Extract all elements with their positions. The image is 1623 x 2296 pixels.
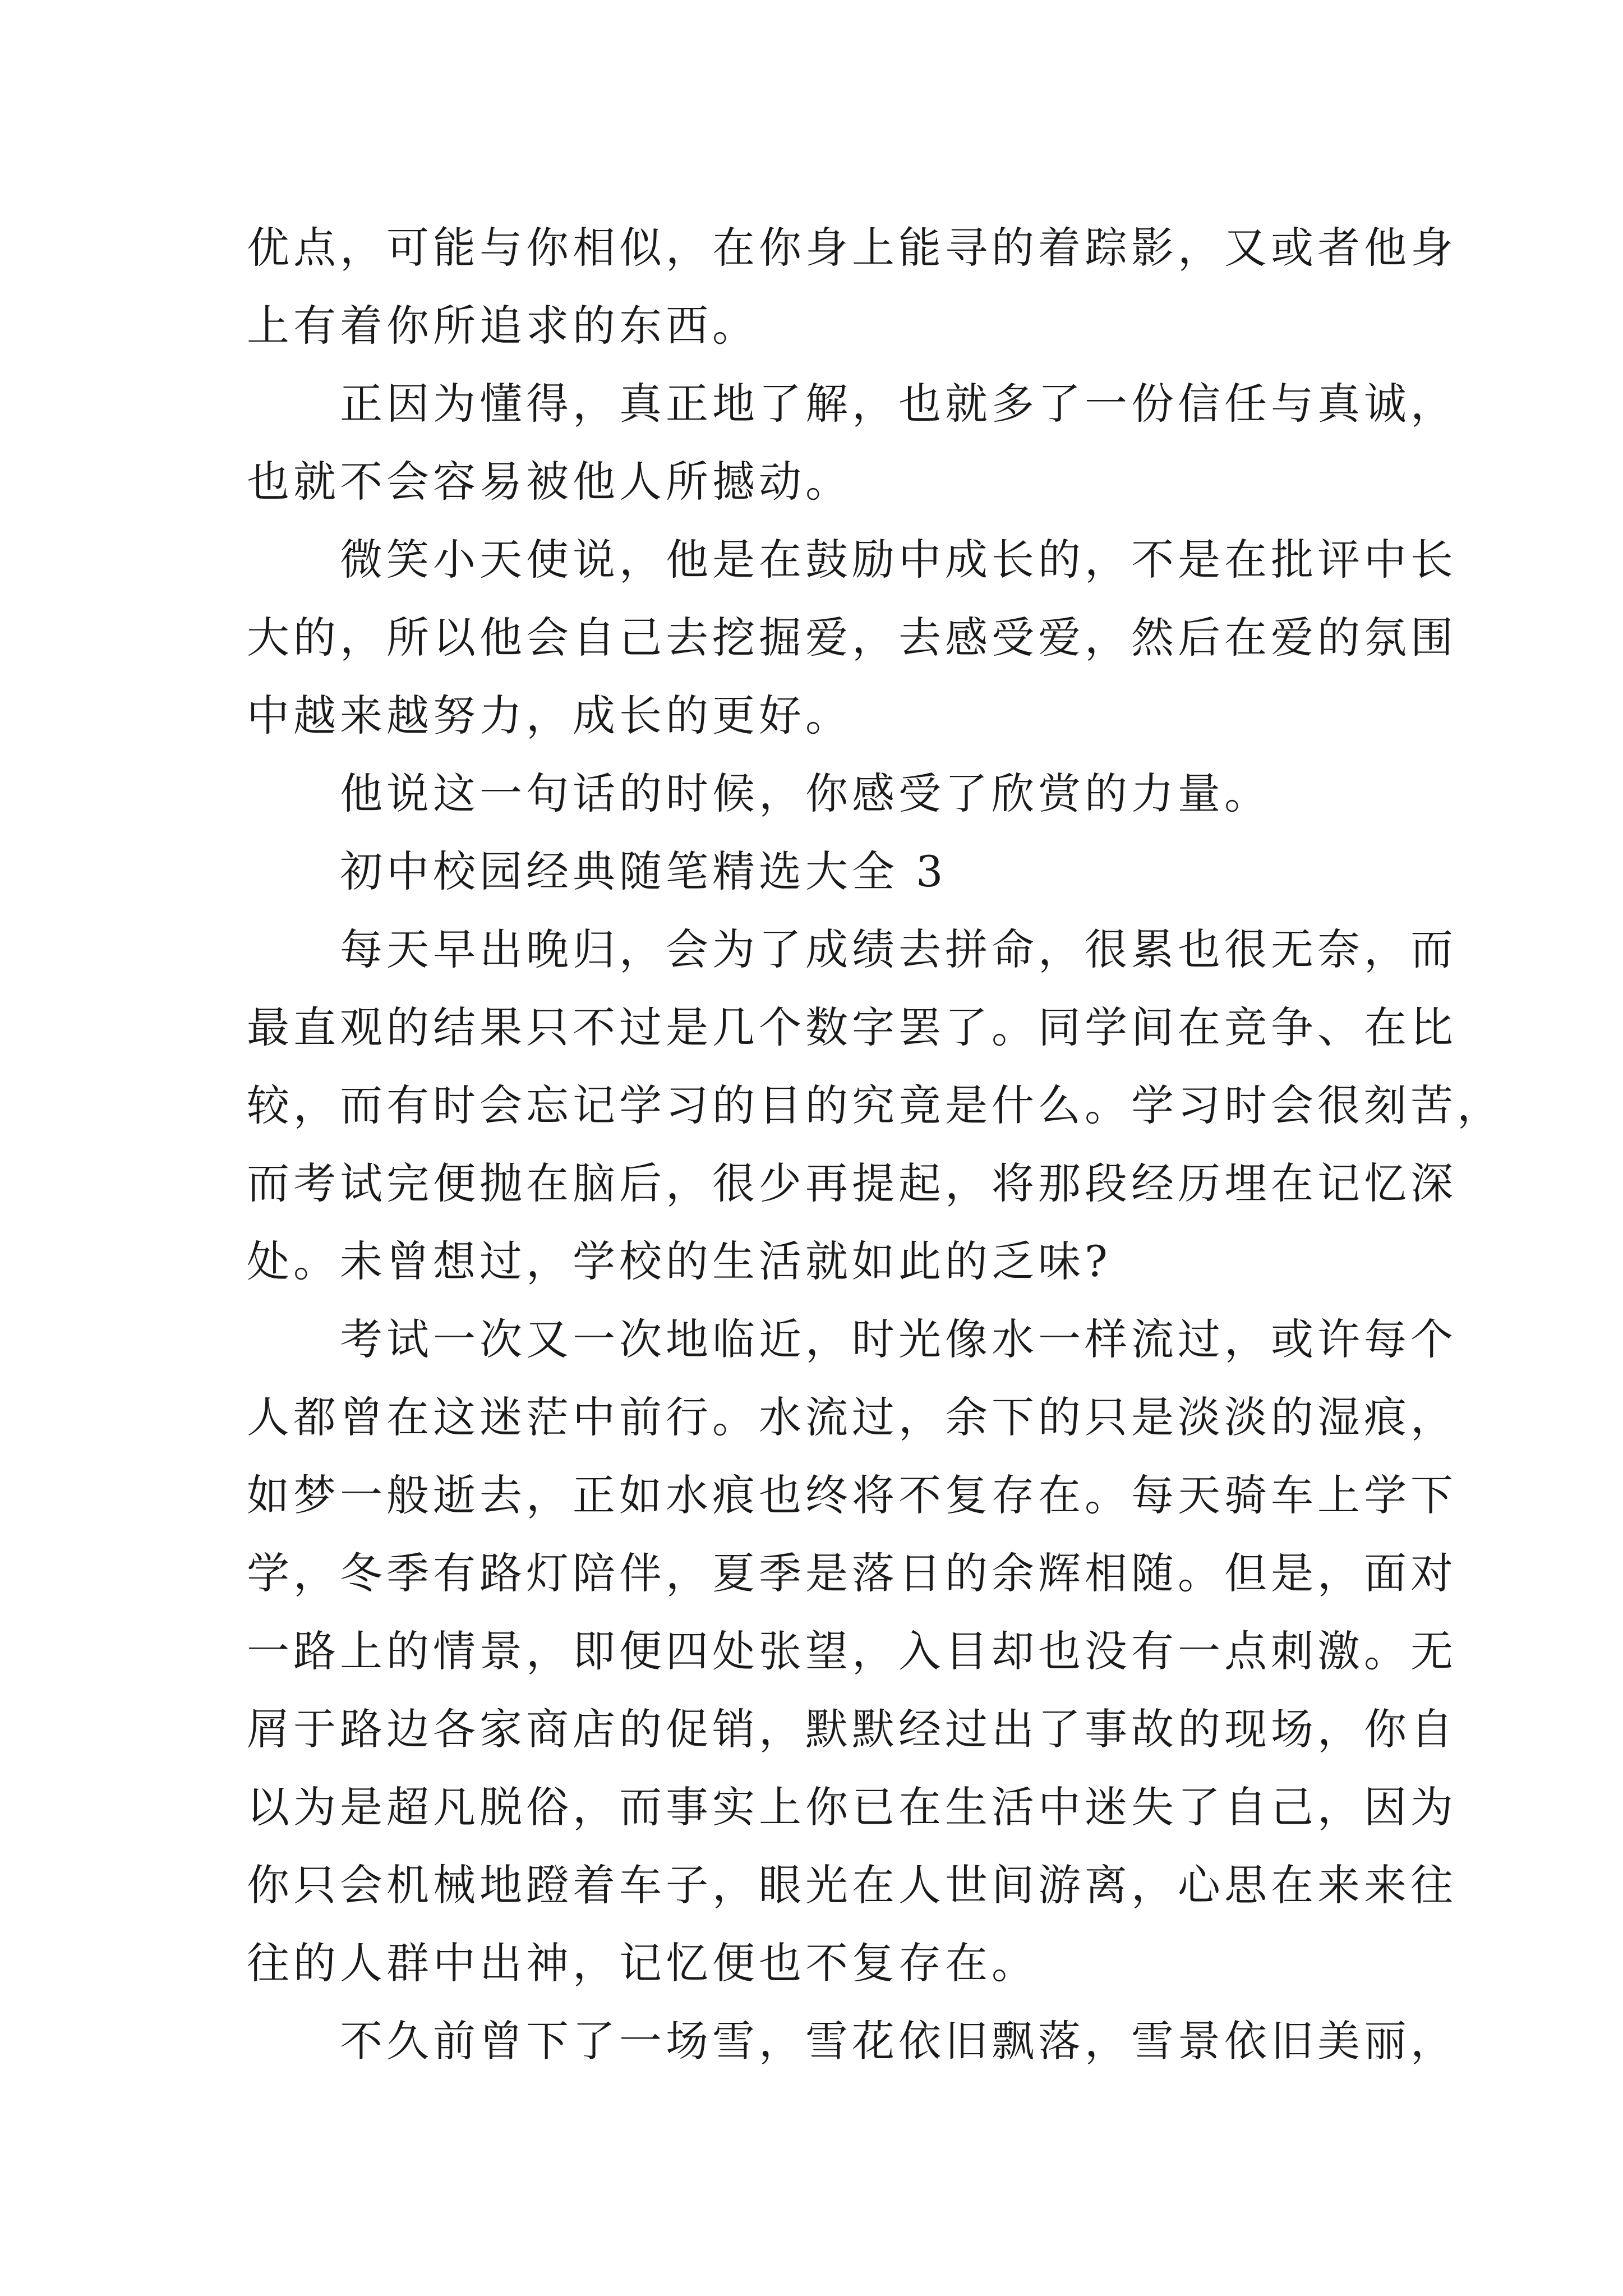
text-line: 考试一次又一次地临近，时光像水一样流过，或许每个 xyxy=(340,1314,1457,1364)
text-line: 最直观的结果只不过是几个数字罢了。同学间在竞争、在比 xyxy=(247,1002,1457,1052)
text-line: 优点，可能与你相似，在你身上能寻的着踪影，又或者他身 xyxy=(247,223,1457,273)
text-line: 屑于路边各家商店的促销，默默经过出了事故的现场，你自 xyxy=(247,1704,1457,1754)
text-line: 处。未曾想过，学校的生活就如此的乏味? xyxy=(247,1236,1112,1286)
text-line: 中越来越努力，成长的更好。 xyxy=(247,691,852,740)
text-line: 而考试完便抛在脑后，很少再提起，将那段经历埋在记忆深 xyxy=(247,1158,1457,1208)
text-line: 每天早出晚归，会为了成绩去拼命，很累也很无奈，而 xyxy=(340,924,1457,974)
text-line: 不久前曾下了一场雪，雪花依旧飘落，雪景依旧美丽， xyxy=(340,2016,1457,2066)
text-line: 微笑小天使说，他是在鼓励中成长的，不是在批评中长 xyxy=(340,535,1457,585)
text-line: 你只会机械地蹬着车子，眼光在人世间游离，心思在来来往 xyxy=(247,1860,1457,1910)
section-heading: 初中校园经典随笔精选大全 3 xyxy=(340,846,947,896)
text-line: 他说这一句话的时候，你感受了欣赏的力量。 xyxy=(340,769,1271,818)
text-line: 往的人群中出神，记忆便也不复存在。 xyxy=(247,1938,1038,1988)
text-line: 如梦一般逝去，正如水痕也终将不复存在。每天骑车上学下 xyxy=(247,1470,1457,1520)
text-line: 较，而有时会忘记学习的目的究竟是什么。学习时会很刻苦， xyxy=(247,1080,1504,1130)
text-line: 也就不会容易被他人所撼动。 xyxy=(247,457,852,507)
text-line: 正因为懂得，真正地了解，也就多了一份信任与真诚， xyxy=(340,379,1457,429)
text-line: 大的，所以他会自己去挖掘爱，去感受爱，然后在爱的氛围 xyxy=(247,613,1457,662)
text-line: 一路上的情景，即便四处张望，入目却也没有一点刺激。无 xyxy=(247,1626,1457,1676)
text-line: 人都曾在这迷茫中前行。水流过，余下的只是淡淡的湿痕， xyxy=(247,1392,1457,1442)
body-text xyxy=(247,209,1504,2080)
text-line: 上有着你所追求的东西。 xyxy=(247,301,759,351)
text-line: 以为是超凡脱俗，而事实上你已在生活中迷失了自己，因为 xyxy=(247,1782,1457,1832)
text-line: 学，冬季有路灯陪伴，夏季是落日的余辉相随。但是，面对 xyxy=(247,1548,1457,1598)
